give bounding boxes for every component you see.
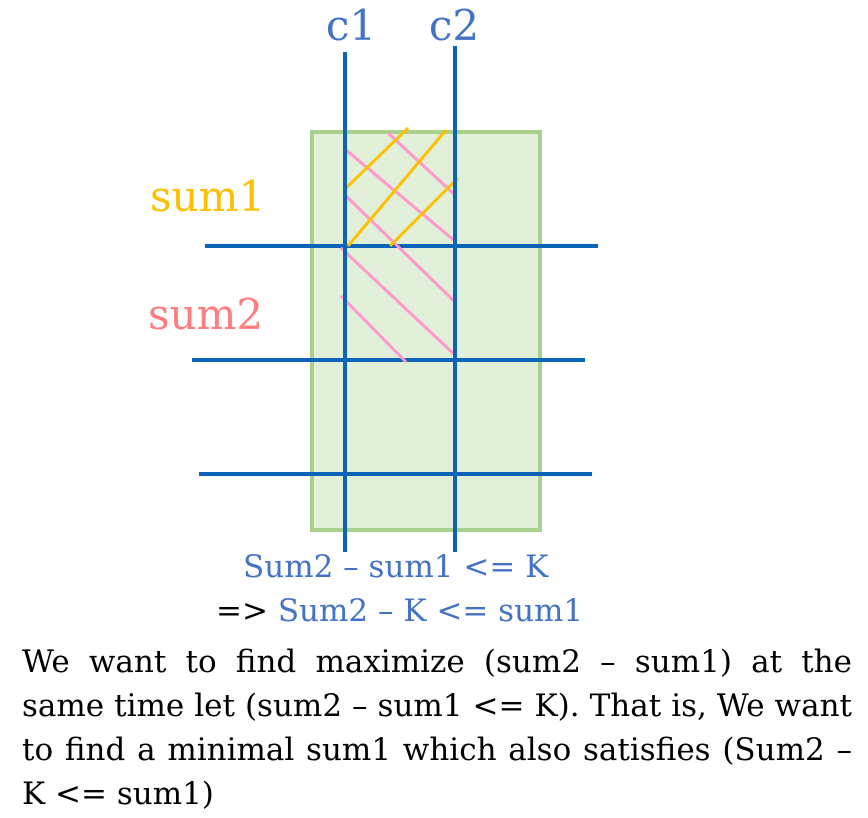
equation-1-text: Sum2 – sum1 <= K [243,549,549,585]
equation-line-1 [243,549,549,585]
column-label-c1: c1 [325,1,377,50]
implies-arrow: => [216,593,268,629]
sum1-label: sum1 [150,172,266,221]
explanation-text: We want to find maximize (sum2 – sum1) at the same time let (sum2 – sum1 <= K). That is, We want to find a minimal sum1 which also satisfies (Sum2 – K <= sum1) [22,644,852,812]
sum2-label: sum2 [148,290,264,339]
equation-line-2 [216,593,584,629]
equation-2-text: Sum2 – K <= sum1 [277,593,584,629]
column-label-c2: c2 [428,1,480,50]
